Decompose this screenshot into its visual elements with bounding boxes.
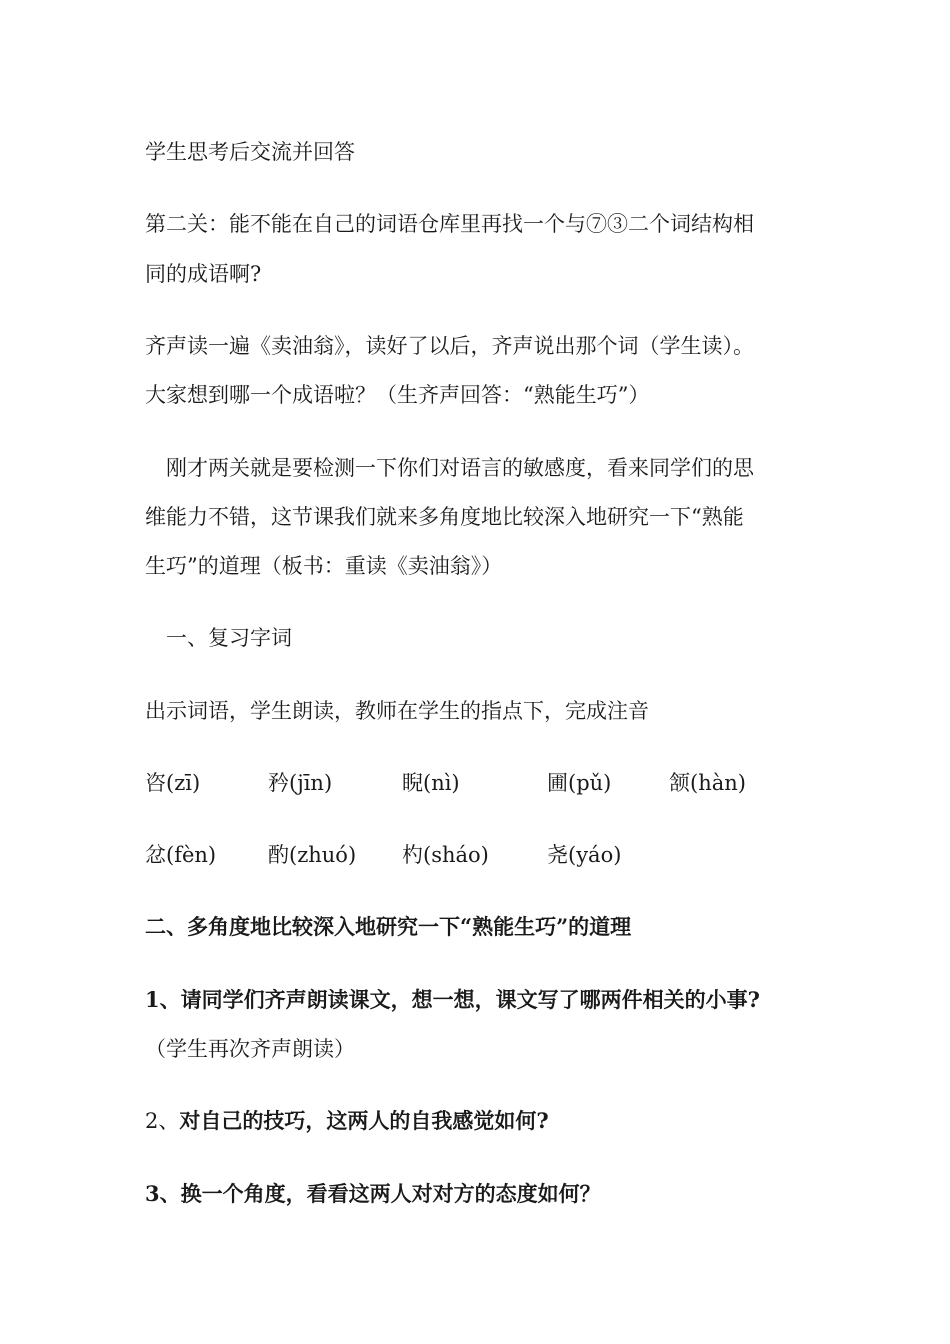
vocab-item: 杓(sháo) <box>402 843 489 867</box>
question-line: 3、换一个角度，看看这两人对对方的态度如何？ <box>145 1181 601 1206</box>
vocab-item: 咨(zī) <box>145 771 201 795</box>
vocab-item: 圃(pǔ) <box>547 771 612 795</box>
text-line: （学生再次齐声朗读） <box>145 1037 355 1061</box>
question-number: 2、 <box>145 1109 180 1133</box>
vocab-item: 睨(nì) <box>402 771 460 795</box>
question-line: 1、请同学们齐声朗读课文，想一想，课文写了哪两件相关的小事? <box>145 987 760 1012</box>
text-line: 学生思考后交流并回答 <box>145 140 355 164</box>
text-line: 第二关：能不能在自己的词语仓库里再找一个与⑦③二个词结构相 <box>145 212 754 236</box>
vocab-item: 尧(yáo) <box>547 843 622 867</box>
section-heading: 一、复习字词 <box>145 626 292 650</box>
text-line: 维能力不错，这节课我们就来多角度地比较深入地研究一下“熟能 <box>145 505 744 529</box>
vocab-item: 酌(zhuó) <box>268 843 357 867</box>
text-line: 齐声读一遍《卖油翁》，读好了以后，齐声说出那个词（学生读）。 <box>145 334 754 358</box>
text-line: 同的成语啊? <box>145 262 262 286</box>
vocab-item: 颔(hàn) <box>669 771 746 795</box>
question-text: 对自己的技巧，这两人的自我感觉如何? <box>179 1108 549 1133</box>
vocab-item: 忿(fèn) <box>145 843 217 867</box>
text-line: 生巧”的道理（板书：重读《卖油翁》） <box>145 554 503 578</box>
text-line: 出示词语，学生朗读，教师在学生的指点下，完成注音 <box>145 699 649 723</box>
vocab-item: 矜(jīn) <box>268 771 333 795</box>
question-line <box>145 1108 549 1134</box>
text-line: 大家想到哪一个成语啦？（生齐声回答：“熟能生巧”） <box>145 383 650 407</box>
text-line: 刚才两关就是要检测一下你们对语言的敏感度，看来同学们的思 <box>145 456 754 480</box>
section-heading: 二、多角度地比较深入地研究一下“熟能生巧”的道理 <box>145 914 632 939</box>
